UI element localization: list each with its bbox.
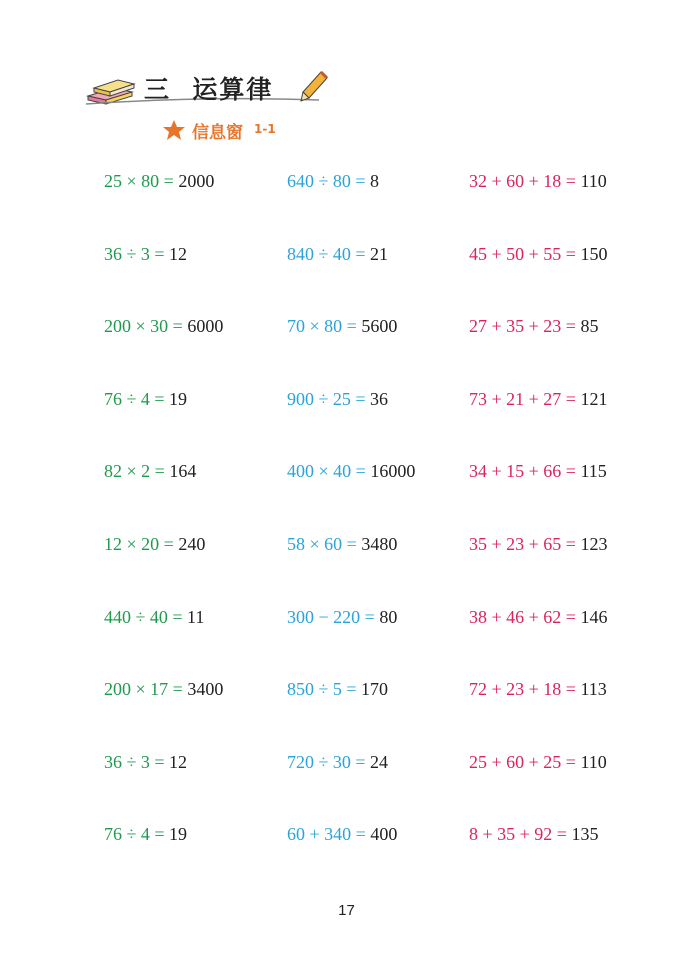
equation-answer: 8 bbox=[365, 171, 380, 191]
equation bbox=[104, 751, 187, 773]
equation-answer: 3400 bbox=[182, 679, 224, 699]
equation-expression: 73 + 21 + 27 = bbox=[469, 389, 576, 409]
equation bbox=[469, 751, 607, 773]
equation-answer: 115 bbox=[575, 461, 607, 481]
equation bbox=[104, 823, 187, 845]
section-number: 1-1 bbox=[254, 122, 276, 136]
equation bbox=[469, 823, 598, 845]
equation-answer: 85 bbox=[575, 316, 599, 336]
equation-expression: 640 ÷ 80 = bbox=[287, 171, 366, 191]
equation-expression: 58 × 60 = bbox=[287, 534, 357, 554]
equation-answer: 5600 bbox=[356, 316, 398, 336]
equation-answer: 3480 bbox=[356, 534, 398, 554]
equation-answer: 19 bbox=[164, 824, 188, 844]
equation-expression: 32 + 60 + 18 = bbox=[469, 171, 576, 191]
equation-answer: 11 bbox=[182, 607, 205, 627]
equation-expression: 72 + 23 + 18 = bbox=[469, 679, 576, 699]
equation-answer: 36 bbox=[365, 389, 389, 409]
equation-expression: 36 ÷ 3 = bbox=[104, 752, 165, 772]
equation-answer: 164 bbox=[164, 461, 197, 481]
equation-answer: 21 bbox=[365, 244, 389, 264]
equation bbox=[469, 315, 598, 337]
equation bbox=[469, 243, 607, 265]
equation bbox=[104, 243, 187, 265]
equation-answer: 400 bbox=[365, 824, 398, 844]
equation-expression: 12 × 20 = bbox=[104, 534, 174, 554]
equation-answer: 146 bbox=[575, 607, 608, 627]
equation-answer: 16000 bbox=[365, 461, 416, 481]
equation-expression: 850 ÷ 5 = bbox=[287, 679, 357, 699]
equation-answer: 150 bbox=[575, 244, 608, 264]
equation bbox=[104, 460, 196, 482]
equation-answer: 110 bbox=[575, 752, 607, 772]
equation bbox=[104, 533, 205, 555]
equation bbox=[469, 460, 607, 482]
equation bbox=[469, 678, 607, 700]
equation-expression: 440 ÷ 40 = bbox=[104, 607, 183, 627]
equation-answer: 240 bbox=[173, 534, 206, 554]
equation-answer: 113 bbox=[575, 679, 607, 699]
equation bbox=[469, 170, 607, 192]
equation-expression: 200 × 30 = bbox=[104, 316, 183, 336]
equation bbox=[287, 606, 397, 628]
equation-expression: 38 + 46 + 62 = bbox=[469, 607, 576, 627]
equation-expression: 200 × 17 = bbox=[104, 679, 183, 699]
equation bbox=[104, 315, 223, 337]
equation bbox=[287, 751, 388, 773]
equation bbox=[287, 243, 388, 265]
equation-expression: 25 + 60 + 25 = bbox=[469, 752, 576, 772]
equation-answer: 123 bbox=[575, 534, 608, 554]
equation bbox=[287, 678, 388, 700]
equation-expression: 35 + 23 + 65 = bbox=[469, 534, 576, 554]
equation-answer: 135 bbox=[566, 824, 599, 844]
equation bbox=[104, 606, 204, 628]
equation bbox=[104, 170, 214, 192]
equation bbox=[287, 388, 388, 410]
equation-expression: 60 + 340 = bbox=[287, 824, 366, 844]
equation-expression: 34 + 15 + 66 = bbox=[469, 461, 576, 481]
equation-expression: 400 × 40 = bbox=[287, 461, 366, 481]
equation bbox=[287, 533, 397, 555]
equation-answer: 6000 bbox=[182, 316, 224, 336]
equation bbox=[104, 678, 223, 700]
page-number: 17 bbox=[338, 902, 355, 919]
equation-answer: 24 bbox=[365, 752, 389, 772]
equation-answer: 2000 bbox=[173, 171, 215, 191]
equation-expression: 8 + 35 + 92 = bbox=[469, 824, 567, 844]
section-title: 信息窗 bbox=[192, 123, 243, 143]
equation-expression: 27 + 35 + 23 = bbox=[469, 316, 576, 336]
equation-answer: 12 bbox=[164, 244, 188, 264]
equation-answer: 19 bbox=[164, 389, 188, 409]
equation bbox=[287, 170, 379, 192]
equation-expression: 720 ÷ 30 = bbox=[287, 752, 366, 772]
equation-answer: 110 bbox=[575, 171, 607, 191]
equation-expression: 840 ÷ 40 = bbox=[287, 244, 366, 264]
equation-expression: 300 − 220 = bbox=[287, 607, 375, 627]
equation-answer: 80 bbox=[374, 607, 398, 627]
equation bbox=[469, 606, 607, 628]
equation-answer: 170 bbox=[356, 679, 389, 699]
equation bbox=[104, 388, 187, 410]
equation bbox=[469, 533, 607, 555]
equation-expression: 70 × 80 = bbox=[287, 316, 357, 336]
equation bbox=[287, 315, 397, 337]
equation-expression: 76 ÷ 4 = bbox=[104, 824, 165, 844]
equation bbox=[287, 460, 415, 482]
equation-expression: 25 × 80 = bbox=[104, 171, 174, 191]
equation-expression: 36 ÷ 3 = bbox=[104, 244, 165, 264]
equation-expression: 76 ÷ 4 = bbox=[104, 389, 165, 409]
equation-answer: 12 bbox=[164, 752, 188, 772]
equation-expression: 82 × 2 = bbox=[104, 461, 165, 481]
equation bbox=[469, 388, 607, 410]
equation-answer: 121 bbox=[575, 389, 608, 409]
chapter-title: 三 运算律 bbox=[144, 75, 274, 104]
equation bbox=[287, 823, 397, 845]
equation-expression: 45 + 50 + 55 = bbox=[469, 244, 576, 264]
equation-expression: 900 ÷ 25 = bbox=[287, 389, 366, 409]
